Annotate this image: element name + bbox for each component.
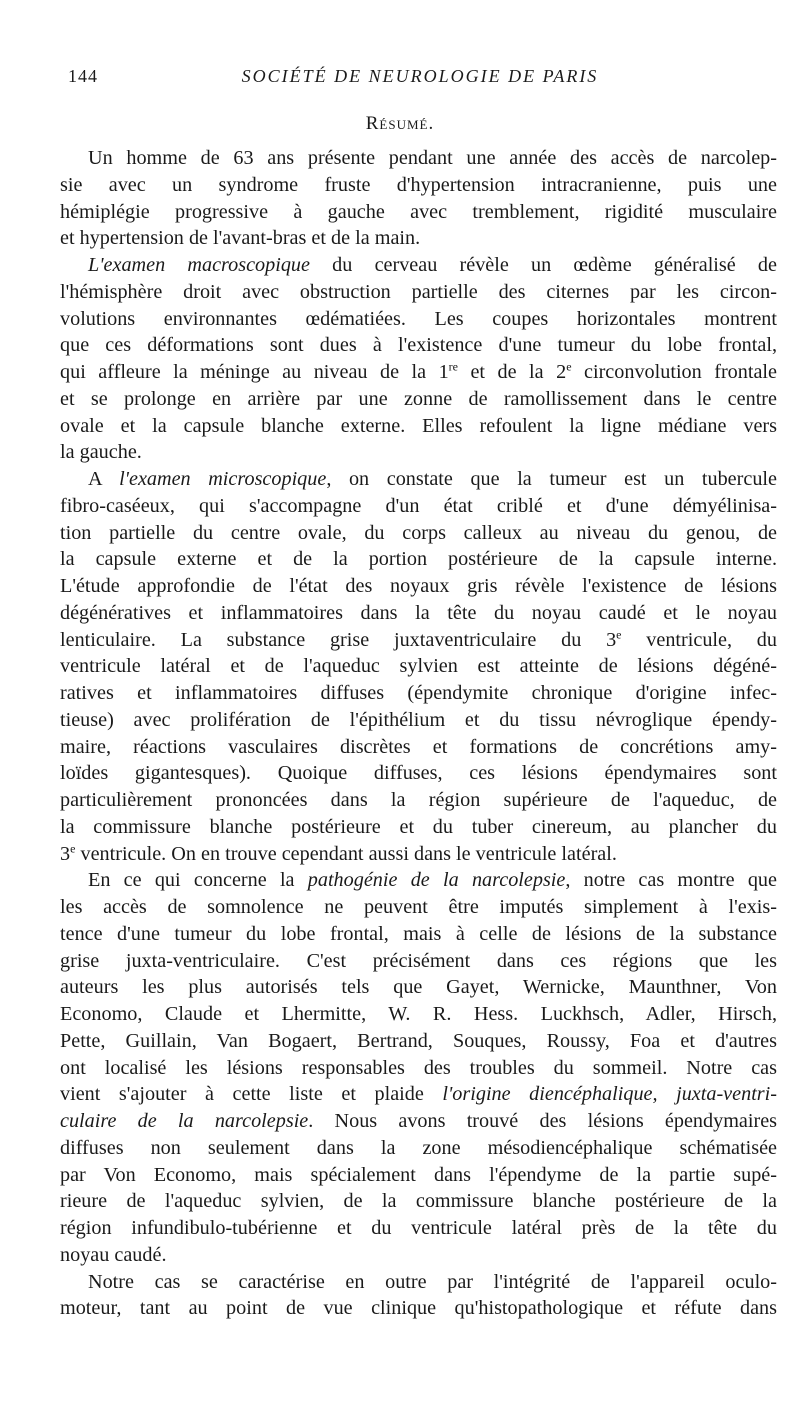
paragraph-1 [60, 145, 777, 252]
text-fragment: ventricule. On en trouve cependant aussi dans le ventricule latéral. [75, 842, 617, 865]
text-line [60, 1081, 777, 1108]
text-line: rieure de l'aqueduc sylvien, de la commissure blanche postérieure de la [60, 1190, 777, 1213]
text-line: région infundibulo-tubérienne et du ventricule latéral près de la tête du [60, 1217, 777, 1239]
text-line: Pette, Guillain, Van Bogaert, Bertrand, Souques, Roussy, Foa et d'autres [60, 1029, 777, 1052]
page-header [68, 66, 760, 90]
text-fragment: ventricule, du [621, 628, 777, 651]
italic-term: l'examen microscopique [119, 468, 327, 490]
text-line: la commissure blanche postérieure et du tuber cinereum, au plancher du [60, 815, 777, 838]
text-fragment: , notre cas montre que [565, 869, 777, 892]
superscript: e [616, 626, 622, 641]
text-line: L'étude approfondie de l'état des noyaux gris révèle l'existence de lésions [60, 575, 777, 597]
text-fragment: et de la 2 [458, 361, 567, 383]
page-number: 144 [68, 66, 98, 86]
text-fragment: qui affleure la méninge au niveau de la 1 [60, 361, 449, 383]
text-line: Economo, Claude et Lhermitte, W. R. Hess. Luckhsch, Adler, Hirsch, [60, 1003, 777, 1025]
italic-term: pathogénie de la narcolepsie [307, 869, 566, 892]
text-fragment: , on constate que la tumeur est un tubercule [326, 468, 777, 490]
superscript: e [566, 359, 572, 374]
text-fragment: circonvolution frontale [571, 361, 777, 383]
text-line: particulièrement prononcées dans la région supérieure de l'aqueduc, de [60, 789, 777, 811]
text-line: ont localisé les lésions responsables des troubles du sommeil. Notre cas [60, 1056, 777, 1079]
text-line: auteurs les plus autorisés tels que Gayet, Wernicke, Maunthner, Von [60, 976, 777, 999]
text-fragment: . Nous avons trouvé des lésions épendymaires [308, 1110, 777, 1132]
text-line: moteur, tant au point de vue clinique qu'histopathologique et réfute dans [60, 1297, 777, 1320]
paragraph-2 [60, 252, 777, 466]
text-line: et hypertension de l'avant-bras et de la main. [60, 227, 421, 250]
paragraph-3 [60, 466, 777, 867]
superscript: e [70, 840, 76, 855]
text-line: tieuse) avec prolifération de l'épithélium et du tissu névroglique épendy- [60, 708, 777, 731]
text-line: hémiplégie progressive à gauche avec tremblement, rigidité musculaire [60, 200, 777, 223]
text-line [60, 841, 777, 868]
text-line [60, 359, 777, 386]
text-line: la capsule externe et de la portion postérieure de la capsule interne. [60, 548, 777, 571]
text-fragment: 3 [60, 842, 71, 865]
running-head: SOCIÉTÉ DE NEUROLOGIE DE PARIS [241, 66, 599, 86]
paragraph-4 [60, 867, 777, 1268]
text-fragment: En ce qui concerne la [88, 869, 308, 892]
text-line [60, 627, 777, 654]
text-line: l'hémisphère droit avec obstruction partielle des citernes par les circon- [60, 280, 777, 303]
text-fragment: vient s'ajouter à cette liste et plaide [60, 1083, 443, 1106]
text-line: Un homme de 63 ans présente pendant une année des accès de narcolep- [88, 147, 777, 169]
text-line: la gauche. [60, 441, 142, 464]
text-line: et se prolonge en arrière par une zonne de ramollissement dans le centre [60, 387, 777, 410]
text-line [60, 867, 777, 894]
superscript: re [448, 359, 458, 374]
italic-term: culaire de la narcolepsie [60, 1110, 309, 1132]
text-line: volutions environnantes œdématiées. Les coupes horizontales montrent [60, 307, 777, 330]
text-line: ovale et la capsule blanche externe. Elles refoulent la ligne médiane vers [60, 414, 777, 437]
text-line: les accès de somnolence ne peuvent être imputés simplement à l'exis- [60, 896, 777, 918]
text-line: ratives et inflammatoires diffuses (épendymite chronique d'origine infec- [60, 682, 777, 704]
italic-term: L'examen macroscopique [88, 254, 310, 276]
text-line: sie avec un syndrome fruste d'hypertension intracranienne, puis une [60, 173, 777, 196]
text-line: loïdes gigantesques). Quoique diffuses, ces lésions épendymaires sont [60, 762, 777, 785]
text-fragment: lenticulaire. La substance grise juxtaventriculaire du 3 [60, 628, 617, 651]
text-line: Notre cas se caractérise en outre par l'intégrité de l'appareil oculo- [88, 1270, 777, 1293]
text-line: par Von Economo, mais spécialement dans l'épendyme de la partie supé- [60, 1163, 777, 1186]
text-fragment: du cerveau révèle un œdème généralisé de [309, 254, 777, 276]
text-line: ventricule latéral et de l'aqueduc sylvien est atteinte de lésions dégéné- [60, 655, 777, 678]
paragraph-5 [60, 1269, 777, 1323]
text-line: tence d'une tumeur du lobe frontal, mais à celle de lésions de la substance [60, 922, 777, 945]
italic-term: l'origine diencéphalique, juxta-ventri- [442, 1083, 777, 1106]
text-line [60, 466, 777, 493]
text-line: fibro-caséeux, qui s'accompagne d'un état criblé et d'une démyélinisa- [60, 494, 777, 517]
text-line: que ces déformations sont dues à l'existence d'une tumeur du lobe frontal, [60, 334, 777, 357]
text-fragment: A [88, 468, 120, 490]
body-text [60, 145, 777, 1322]
text-line [60, 252, 777, 279]
text-line [60, 1108, 777, 1135]
text-line: diffuses non seulement dans la zone mésodiencéphalique schématisée [60, 1136, 777, 1159]
text-line: maire, réactions vasculaires discrètes et formations de concrétions amy- [60, 735, 777, 758]
text-line: dégénératives et inflammatoires dans la tête du noyau caudé et le noyau [60, 601, 777, 624]
text-line: noyau caudé. [60, 1243, 167, 1266]
section-title: Résumé. [365, 113, 435, 134]
text-line: tion partielle du centre ovale, du corps calleux au niveau du genou, de [60, 521, 777, 544]
text-line: grise juxta-ventriculaire. C'est précisément dans ces régions que les [60, 949, 777, 972]
